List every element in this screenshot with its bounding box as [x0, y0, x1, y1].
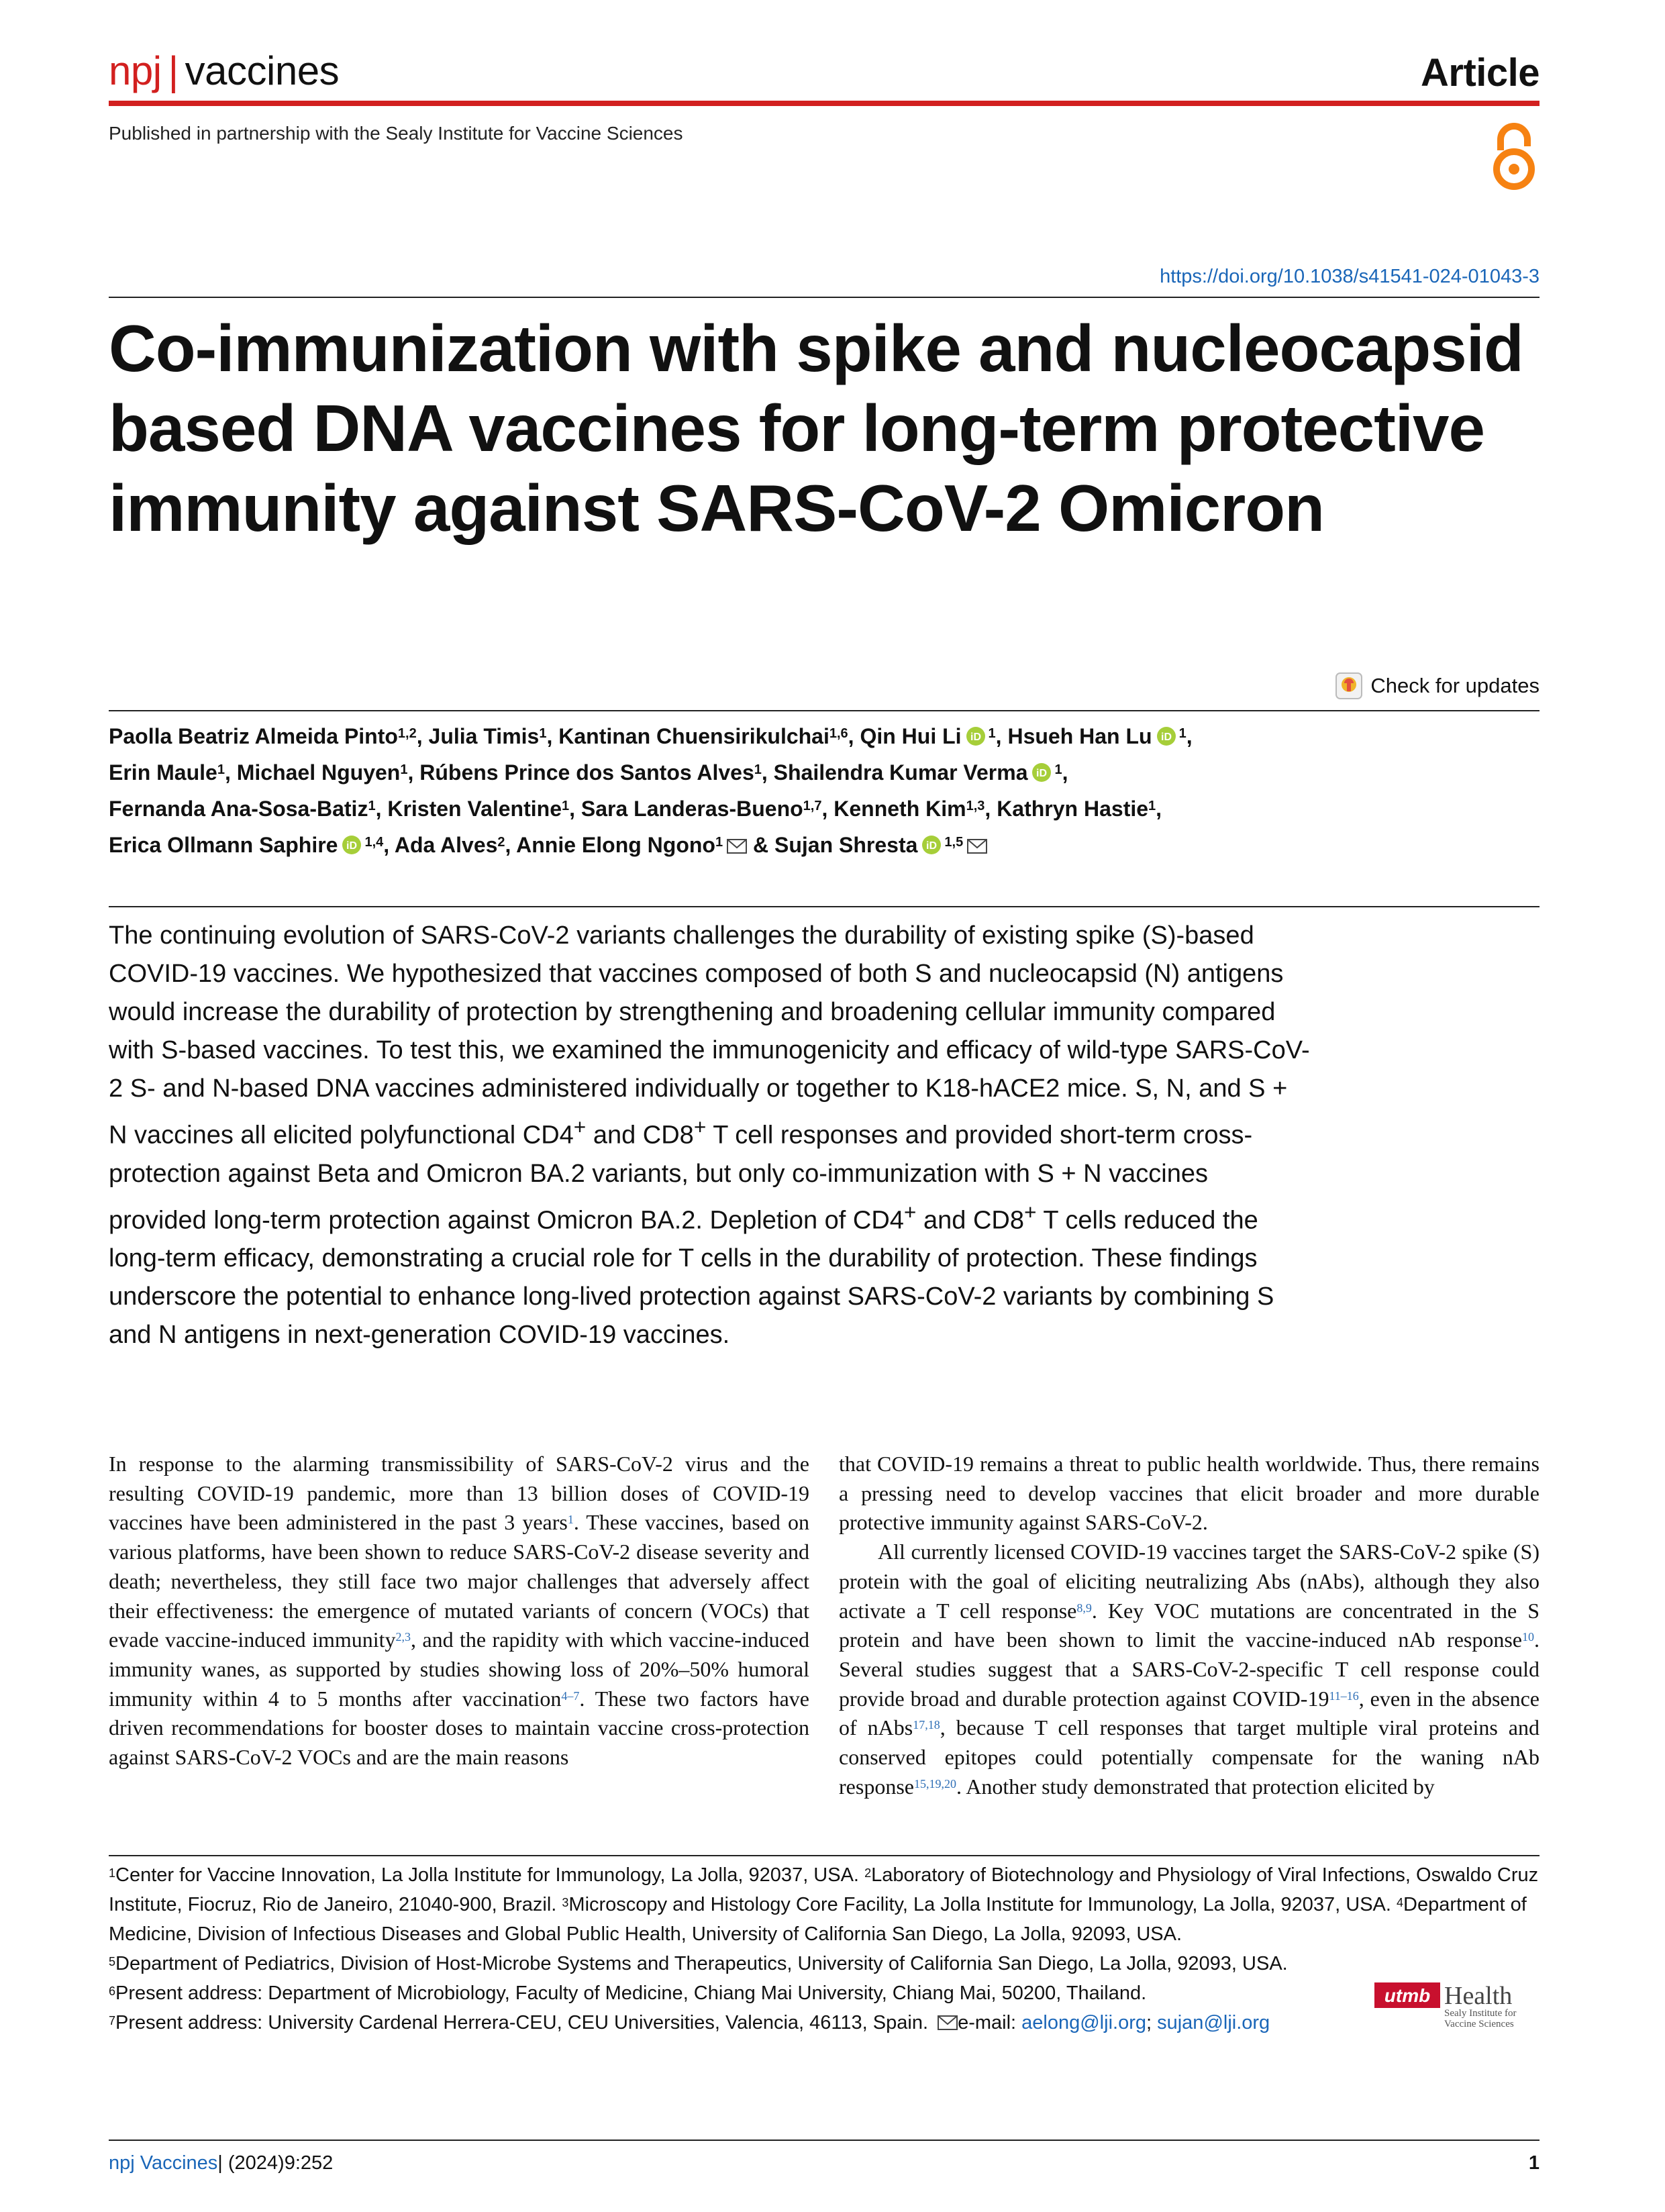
utmb-health-logo — [1374, 1978, 1540, 2029]
affiliation-ref: 1,7 — [803, 799, 822, 813]
orcid-icon[interactable] — [1031, 762, 1052, 783]
affiliation-ref: 1 — [1148, 799, 1156, 813]
orcid-icon[interactable] — [342, 835, 362, 855]
affiliation-ref: 1 — [715, 835, 723, 850]
author-name[interactable]: Hsueh Han Lu iD $^1$ — [1007, 724, 1187, 748]
affiliation-ref: 1 — [1178, 726, 1187, 741]
affiliation-ref: 1 — [561, 799, 570, 813]
author-name[interactable]: Shailendra Kumar Verma iD $^1$ — [773, 760, 1062, 785]
header-red-rule — [109, 101, 1540, 106]
affiliation-ref: 1 — [368, 799, 376, 813]
citation-ref[interactable]: 1 — [567, 1513, 574, 1527]
author-name[interactable]: Kristen Valentine$^1$ — [387, 797, 570, 821]
author-name[interactable]: Paolla Beatriz Almeida Pinto$^{1,2}$ — [109, 724, 417, 748]
utmb-word: utmb — [1384, 1985, 1431, 2006]
author-name[interactable]: Kantinan Chuensirikulchai$^{1,6}$ — [558, 724, 848, 748]
affiliation-ref: 1 — [400, 762, 408, 777]
check-updates-icon — [1335, 672, 1362, 699]
abstract: The continuing evolution of SARS-CoV-2 variants challenges the durability of existing spike (S)-based COVID-19 vaccines. We hypothesized that vaccines composed of both S and nucleocapsid (N) antigens would increase the durability of protection by strengthening and broadening cellular immunity compared with S-based vaccines. To test this, we examined the immunogenicity and efficacy of wild-type SARS-CoV-2 S- and N-based DNA vaccines administered individually or together to K18-hACE2 mice. S, N, and S + N vaccines all elicited polyfunctional CD4+ and CD8+ T cell responses and provided short-term cross-protection against Beta and Omicron BA.2 variants, but only co-immunization with S + N vaccines provided long-term protection against Omicron BA.2. Depletion of CD4+ and CD8+ T cells reduced the long-term efficacy, demonstrating a crucial role for T cells in the durability of protection. These findings underscore the potential to enhance long-lived protection against SARS-CoV-2 variants by combining S and N antigens in next-generation COVID-19 vaccines. — [109, 921, 1310, 1350]
email-label: e-mail: — [958, 2012, 1022, 2033]
body-column-right — [839, 1450, 1540, 1801]
footer-citation — [109, 2150, 333, 2176]
citation-ref[interactable]: 8,9 — [1076, 1601, 1092, 1615]
authors-rule — [109, 710, 1540, 711]
author-name[interactable]: Qin Hui Li iD $^1$ — [860, 724, 996, 748]
orcid-icon[interactable] — [1156, 726, 1176, 746]
doi-rule — [109, 297, 1540, 298]
author-name[interactable]: Sujan Shresta iD $^{1,5}$ — [774, 833, 987, 857]
author-list: Paolla Beatriz Almeida Pinto$^{1,2}$, Julia Timis$^1$, Kantinan Chuensirikulchai$^{1,6}$, Qin Hui Li iD $^1$, Hsueh Han Lu iD $^1$, Erin Maule$^1$, Michael Nguyen$^1$, Rúbens Prince dos Santos Alves$^1$, Shailendra Kumar Verma iD $^1$, Fernanda Ana-Sosa-Batiz$^1$, Kristen Valentine$^1$, Sara Landeras-Bueno$^{1,7}$, Kenneth Kim$^{1,3}$, Kathryn Hastie$^1$, Erica Ollmann Saphire iD $^{1,4}$, Ada Alves$^2$, Annie Elong Ngono$^1$ & Sujan Shresta iD $^{1,5}$ — [109, 724, 1193, 857]
footer-volume: | (2024)9:252 — [217, 2152, 334, 2174]
author-name[interactable]: Erica Ollmann Saphire iD $^{1,4}$ — [109, 833, 384, 857]
article-type-label: Article — [1420, 51, 1540, 95]
orcid-icon[interactable] — [966, 726, 986, 746]
svg-text:iD: iD — [346, 840, 358, 852]
affiliation-ref: 1,5 — [944, 835, 964, 850]
email-link-shresta[interactable]: sujan@lji.org — [1157, 2012, 1270, 2033]
check-for-updates-button[interactable] — [1335, 671, 1540, 701]
author-name[interactable]: Kathryn Hastie$^1$ — [997, 797, 1156, 821]
email-icon[interactable] — [967, 839, 987, 854]
footer-journal-link[interactable]: npj Vaccines — [109, 2152, 218, 2174]
health-word: Health — [1444, 1982, 1513, 2010]
brand-vaccines: vaccines — [185, 48, 340, 93]
open-access-icon — [1489, 119, 1540, 193]
affiliation-ref: 1,2 — [397, 726, 417, 741]
author-name[interactable]: Fernanda Ana-Sosa-Batiz$^1$ — [109, 797, 376, 821]
affiliation-ref: 1,6 — [829, 726, 848, 741]
citation-ref[interactable]: 11–16 — [1329, 1689, 1359, 1703]
brand-npj: npj — [109, 48, 162, 93]
affiliation-ref: 1 — [988, 726, 996, 741]
affiliations: $^1$Center for Vaccine Innovation, La Jolla Institute for Immunology, La Jolla, 92037, USA. $^2$Laboratory of Biotechnology and Physiology of Viral Infections, Oswaldo Cruz Institute, Fiocruz, Rio de Janeiro, 21040-900, Brazil. $^3$Microscopy and Histology Core Facility, La Jolla Institute for Immunology, La Jolla, 92037, USA. $^4$Department of Medicine, Division of Infectious Diseases and Global Public Health, University of California San Diego, La Jolla, 92093, USA. $^5$Department of Pediatrics, Division of Host-Microbe Systems and Therapeutics, University of California San Diego, La Jolla, 92093, USA. $^6$Present address: Department of Microbiology, Faculty of Medicine, Chiang Mai University, Chiang Mai, 50200, Thailand. $^7$Present address: University Cardenal Herrera-CEU, CEU Universities, Valencia, 46113, Spain. e-mail: aelong@lji.org; sujan@lji.org — [109, 1864, 1539, 2033]
affiliation-ref: 1 — [539, 726, 547, 741]
affiliation-ref: 1,4 — [364, 835, 384, 850]
partnership-note: Published in partnership with the Sealy Institute for Vaccine Sciences — [109, 123, 683, 144]
svg-text:iD: iD — [926, 840, 938, 852]
affiliation-ref: 2 — [497, 835, 505, 850]
abstract-rule — [109, 906, 1540, 907]
sealy-line-1: Sealy Institute for — [1444, 2008, 1517, 2019]
svg-text:iD: iD — [970, 732, 981, 743]
body-column-left — [109, 1450, 809, 1772]
body-paragraph-1-cont: that COVID-19 remains a threat to public health worldwide. Thus, there remains a pressing need to develop vaccines that elicit broader and more durable protective immunity against SARS-CoV-2. — [839, 1452, 1540, 1535]
brand-separator: | — [168, 48, 179, 93]
affiliation-ref: 1 — [1054, 762, 1062, 777]
author-name[interactable]: Michael Nguyen$^1$ — [236, 760, 408, 785]
citation-ref[interactable]: 10 — [1522, 1630, 1534, 1644]
orcid-icon[interactable] — [921, 835, 942, 855]
sealy-line-2: Vaccine Sciences — [1444, 2019, 1514, 2029]
author-name[interactable]: Annie Elong Ngono$^1$ — [516, 833, 747, 857]
citation-ref[interactable]: 15,19,20 — [913, 1776, 956, 1791]
body-paragraph-2: All currently licensed COVID-19 vaccines target the SARS-CoV-2 spike (S) protein with the goal of eliciting neutralizing Abs (nAbs), although they also activate a T cell response$^{8,9}$. Key VOC mutations are concentrated in the S protein and have been shown to limit the vaccine-induced nAb response$^{10}$. Several studies suggest that a SARS-CoV-2-specific T cell response could provide broad and durable protection against COVID-19$^{11-16}$, even in the absence of nAbs$^{17,18}$, because T cell responses that target multiple viral proteins and conserved epitopes could potentially compensate for the waning nAb response$^{15,19,20}$. Another study demonstrated that protection elicited by — [839, 1540, 1540, 1799]
affiliation-ref: 1 — [217, 762, 225, 777]
author-name[interactable]: Rúbens Prince dos Santos Alves$^1$ — [419, 760, 762, 785]
author-name[interactable]: Sara Landeras-Bueno$^{1,7}$ — [581, 797, 822, 821]
svg-text:iD: iD — [1160, 732, 1172, 743]
affiliations-rule — [109, 1855, 1540, 1856]
footer-rule — [109, 2140, 1540, 2141]
article-title: Co-immunization with spike and nucleocapsid based DNA vaccines for long-term protective immunity against SARS-CoV-2 Omicron — [109, 311, 1523, 545]
author-name[interactable]: Ada Alves$^2$ — [394, 833, 505, 857]
page-number: 1 — [1528, 2152, 1540, 2174]
author-name[interactable]: Erin Maule$^1$ — [109, 760, 225, 785]
doi-link[interactable]: https://doi.org/10.1038/s41541-024-01043-3 — [1160, 266, 1540, 287]
affiliation-ref: 1,3 — [966, 799, 985, 813]
email-link-elong[interactable]: aelong@lji.org — [1021, 2012, 1146, 2033]
svg-text:iD: iD — [1036, 768, 1048, 779]
email-icon[interactable] — [727, 839, 747, 854]
email-icon — [938, 2015, 958, 2030]
journal-brand[interactable] — [109, 47, 339, 95]
affiliation-ref: 1 — [754, 762, 762, 777]
author-name[interactable]: Kenneth Kim$^{1,3}$ — [834, 797, 985, 821]
citation-ref[interactable]: 2,3 — [395, 1630, 411, 1644]
body-paragraph-1: In response to the alarming transmissibility of SARS-CoV-2 virus and the resulting COVID-19 pandemic, more than 13 billion doses of COVID-19 vaccines have been administered in the past 3 years$^1$. These vaccines, based on various platforms, have been shown to reduce SARS-CoV-2 disease severity and death; nevertheless, they still face two major challenges that adversely affect their effectiveness: the emergence of mutated variants of concern (VOCs) that evade vaccine-induced immunity$^{2,3}$, and the rapidity with which vaccine-induced immunity wanes, as supported by studies showing loss of 20%–50% humoral immunity within 4 to 5 months after vaccination$^{4-7}$. These two factors have driven recommendations for booster doses to maintain vaccine cross-protection against SARS-CoV-2 VOCs and are the main reasons — [109, 1452, 810, 1770]
check-updates-label: Check for updates — [1370, 674, 1540, 697]
citation-ref[interactable]: 17,18 — [913, 1718, 940, 1732]
citation-ref[interactable]: 4–7 — [561, 1689, 580, 1703]
author-name[interactable]: Julia Timis$^1$ — [428, 724, 547, 748]
